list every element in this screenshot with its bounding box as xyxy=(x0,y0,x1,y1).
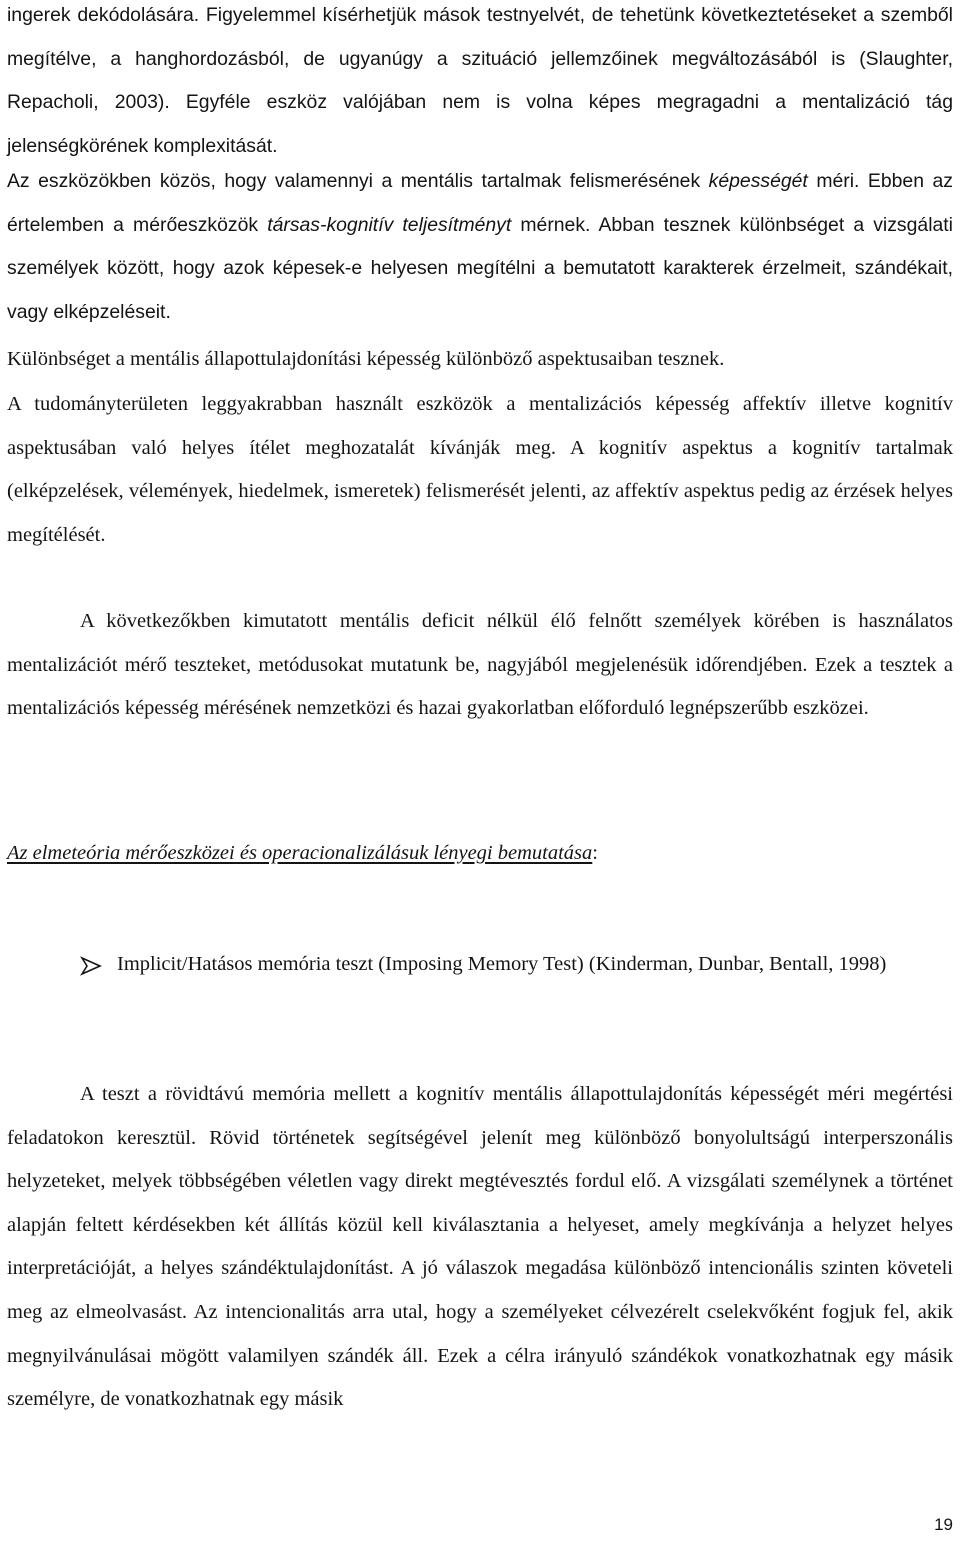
paragraph-2-emphasis-2: társas-kognitív teljesítményt xyxy=(267,213,512,236)
paragraph-6: A teszt a rövidtávú memória mellett a kognitív mentális állapottulajdonítás képességét méri megértési feladatokon keresztül. Rövid történetek segítségével jelenít meg különböző bonyolultságú interperszonális helyzeteket, melyek többségében véletlen vagy direkt megtévesztés fordul elő. A vizsgálati személynek a történet alapján feltett kérdésekben két állítás közül kell kiválasztania a helyeset, amely megkívánja a helyzet helyes interpretációját, a helyes szándéktulajdonítást. A jó válaszok megadása különböző intencionális szinten követeli meg az elmeolvasást. Az intencionalitás arra utal, hogy a személyeket célvezérelt cselekvőként fogjuk fel, akik megnyilvánulásai mögött valamilyen szándék áll. Ezek a célra irányuló szándékok vonatkozhatnak egy másik személyre, de vonatkozhatnak egy másik xyxy=(7,1083,953,1411)
paragraph-2-emphasis-1: képességét xyxy=(708,170,808,192)
arrowhead-bullet-icon xyxy=(80,955,102,977)
bullet-text: Implicit/Hatásos memória teszt (Imposing Memory Test) (Kinderman, Dunbar, Bentall, 1998) xyxy=(117,953,887,975)
paragraph-3: Különbséget a mentális állapottulajdonítási képesség különböző aspektusaiban tesznek. xyxy=(7,348,725,370)
section-heading xyxy=(7,832,598,876)
paragraph-2-text-a: Az eszközökben közös, hogy valamennyi a mentális tartalmak felismerésének xyxy=(7,170,709,192)
paragraph-2-text-e: mérnek. Abban tesznek különbséget a vizsgálati személyek között, hogy azok képesek-e helyesen megítélni a bemutatott karakterek érzelmeit, szándékait, vagy elképzeléseit. xyxy=(7,213,953,323)
section-heading-colon: : xyxy=(592,842,598,864)
paragraph-2 xyxy=(7,160,953,334)
paragraph-4: A tudományterületen leggyakrabban használt eszközök a mentalizációs képesség affektív illetve kognitív aspektusában való helyes ítélet meghozatalát kívánják meg. A kognitív aspektus a kognitív tartalmak (elképzelések, vélemények, hiedelmek, ismeretek) felismerését jelenti, az affektív aspektus pedig az érzések helyes megítélését. xyxy=(7,393,953,546)
paragraph-5: A következőkben kimutatott mentális deficit nélkül élő felnőtt személyek körében is használatos mentalizációt mérő teszteket, metódusokat mutatunk be, nagyjából megjelenésük időrendjében. Ezek a tesztek a mentalizációs képesség mérésének nemzetközi és hazai gyakorlatban előforduló legnépszerűbb eszközei. xyxy=(7,610,953,720)
page-number: 19 xyxy=(934,1515,953,1534)
section-heading-text: Az elmeteória mérőeszközei és operacionalizálásuk lényegi bemutatása xyxy=(7,842,593,864)
paragraph-1: ingerek dekódolására. Figyelemmel kísérhetjük mások testnyelvét, de tehetünk következtetéseket a szemből megítélve, a hanghordozásból, de ugyanúgy a szituáció jellemzőinek megváltozásából is (Slaughter, Repacholi, 2003). Egyféle eszköz valójában nem is volna képes megragadni a mentalizáció tág jelenségkörének komplexitását. xyxy=(7,4,953,157)
paragraph-2-text-c: méri. Ebben az értelemben a mérőeszközök xyxy=(7,170,953,236)
